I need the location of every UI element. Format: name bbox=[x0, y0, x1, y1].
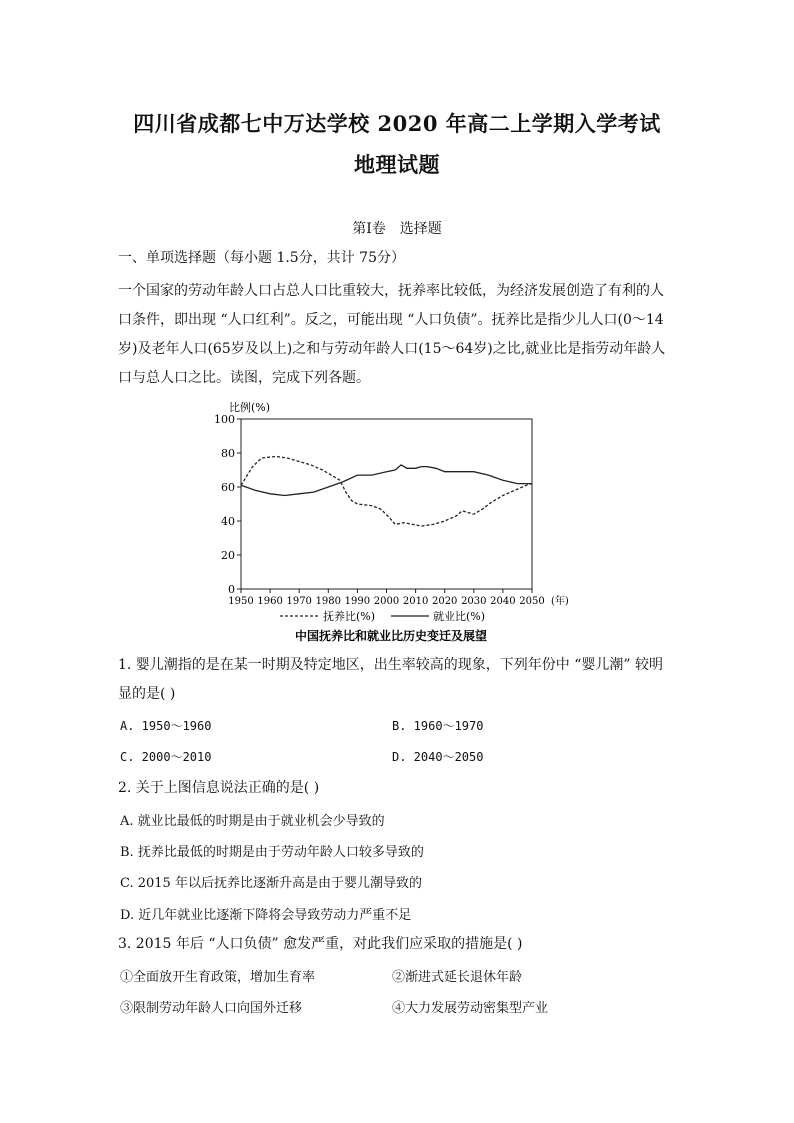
q3-statement-3: ③限制劳动年龄人口向国外迁移 bbox=[120, 1001, 303, 1016]
q3-statement-1: ①全面放开生育政策，增加生育率 bbox=[120, 970, 316, 985]
y-axis bbox=[214, 413, 241, 596]
x-axis bbox=[228, 589, 544, 607]
legend-label: 就业比(%) bbox=[433, 610, 486, 623]
population-ratio-chart bbox=[205, 398, 595, 648]
x-tick-label: 2040 bbox=[490, 596, 516, 607]
x-tick-label: 1990 bbox=[344, 596, 371, 607]
q1-option-d[interactable]: D. 2040～2050 bbox=[392, 750, 484, 764]
q3-statement-2: ②渐进式延长退休年龄 bbox=[392, 970, 523, 985]
q1-option-a[interactable]: A. 1950～1960 bbox=[120, 719, 212, 733]
dependency-ratio-line bbox=[241, 456, 532, 526]
part-heading: 一、单项选择题（每小题 1.5分，共计 75分） bbox=[118, 250, 405, 266]
y-tick-label: 0 bbox=[228, 583, 235, 596]
x-tick-label: 2030 bbox=[461, 596, 487, 607]
legend-label: 抚养比(%) bbox=[323, 610, 376, 623]
x-axis-unit: (年) bbox=[551, 596, 569, 607]
intro-line: 岁)及老年人口(65岁及以上)之和与劳动年龄人口(15～64岁)之比,就业比是指劳动年龄人 bbox=[118, 341, 666, 357]
plot-frame bbox=[241, 419, 532, 589]
q1-option-c[interactable]: C. 2000～2010 bbox=[120, 750, 212, 764]
y-tick-label: 80 bbox=[221, 447, 235, 460]
chart-title: 中国抚养比和就业比历史变迁及展望 bbox=[294, 629, 488, 643]
exam-subtitle: 地理试题 bbox=[354, 152, 440, 177]
exam-title: 四川省成都七中万达学校 2020 年高二上学期入学考试 bbox=[133, 111, 661, 136]
y-tick-label: 60 bbox=[221, 481, 235, 494]
question-3-stem: 3. 2015 年后 “人口负债” 愈发严重，对此我们应采取的措施是( ) bbox=[118, 936, 523, 952]
question-2-stem: 2. 关于上图信息说法正确的是( ) bbox=[118, 780, 320, 796]
q2-option-d[interactable]: D. 近几年就业比逐渐下降将会导致劳动力严重不足 bbox=[120, 908, 412, 923]
y-axis-label: 比例(%) bbox=[229, 401, 271, 414]
intro-paragraph bbox=[118, 277, 678, 393]
x-tick-label: 1980 bbox=[315, 596, 342, 607]
x-tick-label: 1950 bbox=[228, 596, 254, 607]
y-tick-label: 20 bbox=[221, 549, 235, 562]
q3-statement-4: ④大力发展劳动密集型产业 bbox=[392, 1001, 549, 1016]
employment-ratio-line bbox=[241, 465, 532, 496]
q1-option-b[interactable]: B. 1960～1970 bbox=[392, 719, 484, 733]
x-tick-label: 2010 bbox=[402, 596, 429, 607]
intro-line: 一个国家的劳动年龄人口占总人口比重较大，抚养率比较低，为经济发展创造了有利的人 bbox=[118, 283, 664, 299]
volume-label: 第Ⅰ卷 选择题 bbox=[352, 221, 442, 237]
intro-line: 口条件，即出现 “人口红利”。反之，可能出现 “人口负债”。抚养比是指少儿人口(0～14 bbox=[118, 312, 664, 328]
x-tick-label: 2000 bbox=[373, 596, 400, 607]
legend bbox=[280, 609, 485, 623]
question-1-stem-cont: 显的是( ) bbox=[118, 686, 176, 702]
intro-line: 口与总人口之比。读图，完成下列各题。 bbox=[118, 370, 370, 386]
y-tick-label: 100 bbox=[214, 413, 235, 426]
x-tick-label: 1960 bbox=[257, 596, 283, 607]
x-tick-label: 2020 bbox=[431, 596, 458, 607]
q2-option-a[interactable]: A. 就业比最低的时期是由于就业机会少导致的 bbox=[120, 814, 385, 829]
x-tick-label: 1970 bbox=[286, 596, 312, 607]
x-tick-label: 2050 bbox=[519, 596, 545, 607]
series-layer bbox=[241, 456, 532, 526]
question-1-stem: 1. 婴儿潮指的是在某一时期及特定地区，出生率较高的现象，下列年份中 “婴儿潮” 较明 bbox=[118, 657, 664, 673]
q2-option-b[interactable]: B. 抚养比最低的时期是由于劳动年龄人口较多导致的 bbox=[120, 845, 424, 860]
y-tick-label: 40 bbox=[221, 515, 235, 528]
q2-option-c[interactable]: C. 2015 年以后抚养比逐渐升高是由于婴儿潮导致的 bbox=[120, 876, 422, 891]
